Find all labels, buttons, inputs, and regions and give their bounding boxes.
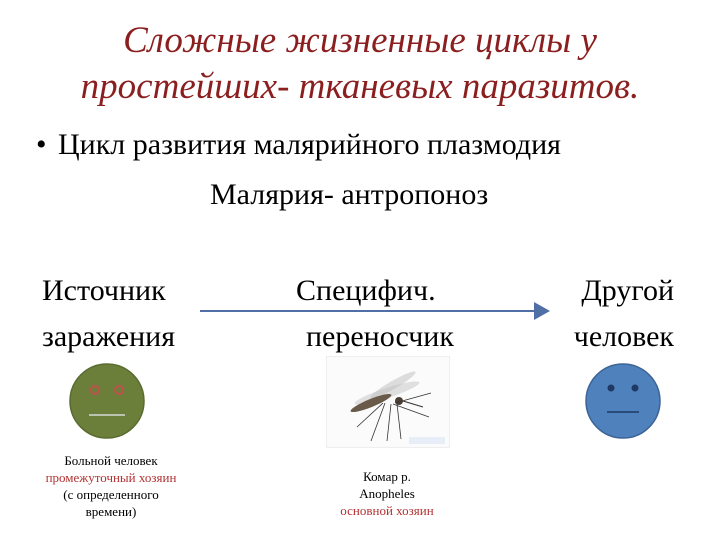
source-label bbox=[42, 268, 175, 360]
vector-caption-line-1: Комар р. bbox=[363, 469, 411, 484]
sick-face-icon bbox=[68, 362, 146, 440]
bullet-point bbox=[36, 128, 561, 162]
vector-label-line-1: Специфич. bbox=[296, 274, 436, 307]
vector-caption bbox=[322, 468, 452, 519]
title-line-1: Сложные жизненные циклы у bbox=[123, 20, 597, 61]
title-line-2: простейших- тканевых паразитов. bbox=[80, 66, 640, 107]
source-label-line-1: Источник bbox=[42, 274, 166, 307]
vector-caption-line-2: Anopheles bbox=[359, 486, 415, 501]
slide-title bbox=[0, 18, 720, 110]
other-label bbox=[566, 268, 674, 360]
mosquito-photo bbox=[326, 356, 450, 448]
bullet-text: Цикл развития малярийного плазмодия bbox=[58, 128, 561, 161]
other-label-line-1: Другой bbox=[581, 274, 674, 307]
arrow-right-icon bbox=[200, 298, 552, 324]
source-caption-line-2: промежуточный хозяин bbox=[45, 470, 177, 485]
source-caption bbox=[28, 452, 194, 520]
source-label-line-2: заражения bbox=[42, 320, 176, 353]
healthy-face-icon bbox=[584, 362, 662, 440]
source-caption-line-3: (с определенного bbox=[63, 487, 159, 502]
vector-caption-line-3: основной хозяин bbox=[340, 503, 434, 518]
bullet-marker: • bbox=[36, 128, 47, 161]
vector-label-line-2: переносчик bbox=[306, 320, 454, 353]
source-caption-line-4: времени) bbox=[85, 504, 137, 519]
other-label-line-2: человек bbox=[573, 320, 674, 353]
source-caption-line-1: Больной человек bbox=[64, 453, 158, 468]
subtitle: Малярия- антропоноз bbox=[210, 178, 489, 211]
